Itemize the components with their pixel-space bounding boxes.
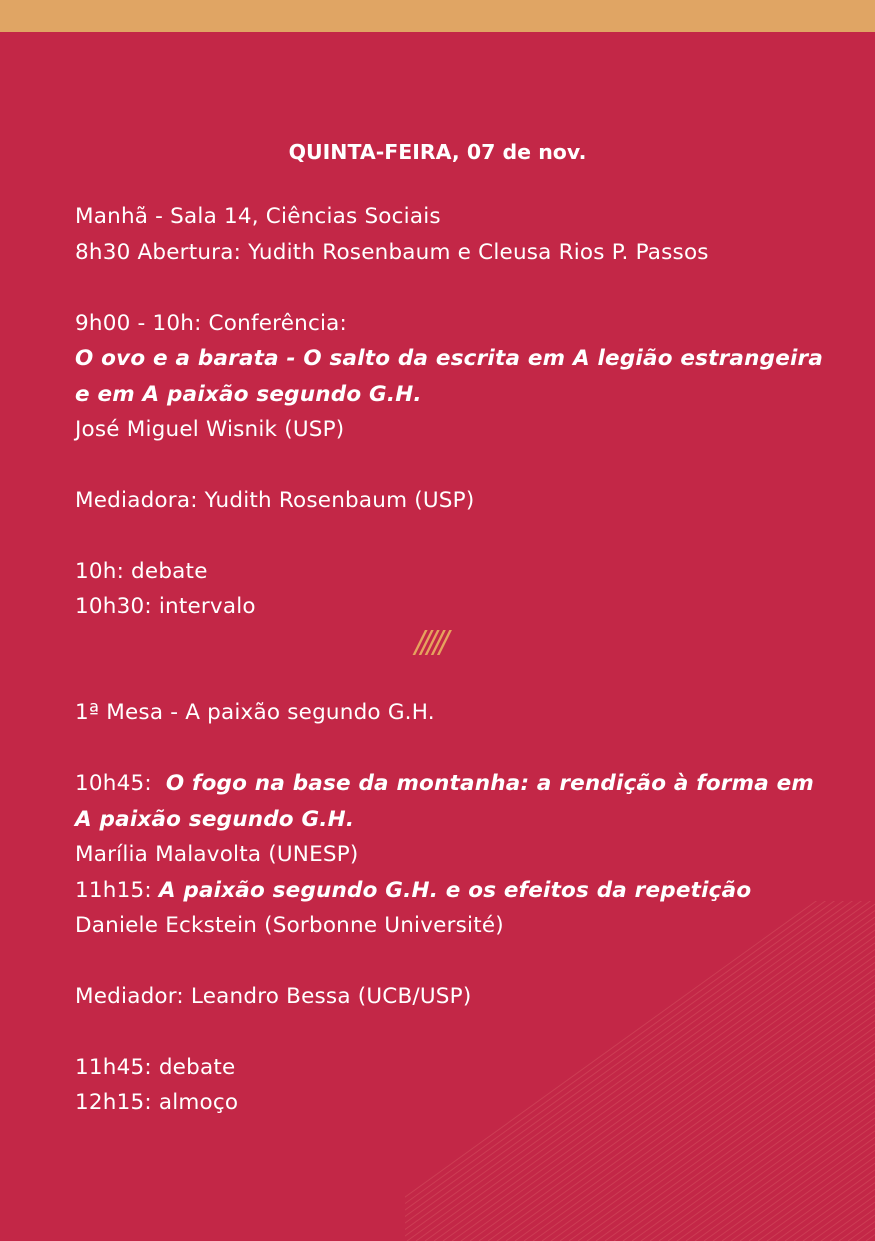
conference-speaker: José Miguel Wisnik (USP)	[75, 417, 345, 442]
panel-heading: 1ª Mesa - A paixão segundo G.H.	[75, 700, 435, 725]
talk-2-speaker: Daniele Eckstein (Sorbonne Université)	[75, 913, 504, 938]
talk-2-line	[75, 877, 751, 905]
conference-title-line-2: e em A paixão segundo G.H.	[75, 382, 422, 407]
talk-1-title-part-1: O fogo na base da montanha: a rendição à forma em	[165, 771, 814, 796]
talk-1-time: 10h45:	[75, 771, 152, 796]
break-line: 10h30: intervalo	[75, 594, 256, 619]
debate-line: 10h: debate	[75, 559, 208, 584]
panel-debate: 11h45: debate	[75, 1055, 236, 1080]
talk-1-speaker: Marília Malavolta (UNESP)	[75, 842, 359, 867]
session-location: Manhã - Sala 14, Ciências Sociais	[75, 204, 441, 229]
talk-2-time: 11h15:	[75, 878, 152, 903]
day-title: QUINTA-FEIRA, 07 de nov.	[288, 140, 587, 164]
section-divider: /////	[414, 625, 446, 660]
panel-mediator: Mediador: Leandro Bessa (UCB/USP)	[75, 984, 472, 1009]
lunch-line: 12h15: almoço	[75, 1090, 239, 1115]
talk-2-title: A paixão segundo G.H. e os efeitos da repetição	[158, 878, 752, 903]
top-accent-bar	[0, 0, 875, 32]
corner-stripes-decoration	[405, 901, 875, 1241]
conference-mediator: Mediadora: Yudith Rosenbaum (USP)	[75, 488, 475, 513]
conference-time: 9h00 - 10h: Conferência:	[75, 311, 347, 336]
talk-1-line-1	[75, 770, 814, 798]
conference-title-line-1: O ovo e a barata - O salto da escrita em A legião estrangeira	[75, 346, 824, 371]
talk-1-title-part-2: A paixão segundo G.H.	[75, 807, 355, 832]
opening-line: 8h30 Abertura: Yudith Rosenbaum e Cleusa Rios P. Passos	[75, 240, 709, 265]
